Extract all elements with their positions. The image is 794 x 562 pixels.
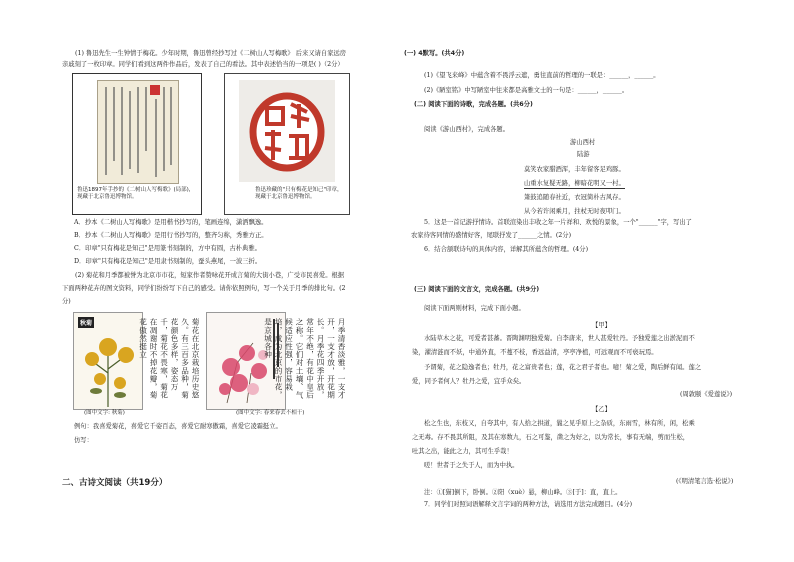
text-jia-line-4: 爱，同予者何人？牡丹之爱，宜乎众矣。 <box>412 378 526 385</box>
seal-caption: 鲁迅珍藏的"只有梅花是知己"印章，现藏于北京鲁迅博物馆。 <box>255 187 343 200</box>
manuscript-image-box <box>72 73 202 215</box>
rose-text: 月季清香淡雅，一支才开，一支才放，开花期长。月季花四季开放，常年不绝，有花中皇后之称。它们对土壤、气候适应性强，容易栽培，成为北京的市花，是京城各种 <box>263 318 346 399</box>
text-yi-line-4: 嗟！世者于之失于人，而为中执。 <box>424 462 519 469</box>
poem-line-2: 山重水复疑无路，柳暗花明又一村。 <box>524 180 625 187</box>
manuscript-image <box>97 80 179 184</box>
poem-line-4: 从今若许闲乘月，拄杖无时夜叩门。 <box>524 208 625 215</box>
text-yi-title: 【乙】 <box>592 406 611 413</box>
text-jia-source: (周敦颐《爱莲说》) <box>680 391 733 398</box>
option-a[interactable]: A．抄本《二树山人写梅歌》是用楷书抄写的，笔画连绵，潇洒飘逸。 <box>74 219 268 226</box>
seal-image-box <box>224 73 350 215</box>
text-jia-line-3: 予谓菊，花之隐逸者也；牡丹，花之富贵者也；莲，花之君子者也。噫！菊之爱，陶后鲜有闻。莲之 <box>424 364 702 371</box>
option-b[interactable]: B．抄本《二树山人写梅歌》是用行书抄写的，整齐匀称，秀雅方正。 <box>74 232 268 239</box>
option-d[interactable]: D．印章"只有梅花是知己"是用隶书刻制的，蚕头燕尾，一波三折。 <box>74 258 262 265</box>
q1-line1: (1) 鲁迅先生一生钟情于梅花。少年时期，鲁迅曾经抄写过《二树山人写梅歌》 后来又请自家远房 <box>75 50 347 57</box>
text-yi-line-2: 之无毒。存不畏其所阻，及其在寒数九，石之可鉴，凿之为好之，以为常长，事有无端，剪而生松， <box>412 434 690 441</box>
question-5-line2: 农家待客同情的盛情好客，尾联抒发了______之情。(2分) <box>411 232 572 239</box>
poem-line-1: 莫笑农家腊酒浑，丰年留客足鸡豚。 <box>524 166 625 173</box>
text-yi-source: (《明清笔言选·松说》) <box>676 478 734 485</box>
example-sentence: 例句：我喜爱菊花，喜爱它千姿百态，喜爱它耐寒傲霜，喜爱它凌霜挺立。 <box>74 423 282 430</box>
seal-image <box>239 80 335 182</box>
q1-line2: 亲戚刻了一枚印章。同学们看到这两件作品后，发表了自己的看法。其中表述恰当的一项是( )（2分） <box>62 61 344 68</box>
part2-intro: 阅读《游山西村》，完成各题。 <box>424 126 510 133</box>
question-6: 6．结合颔联诗句的具体内容，详解其所蕴含的哲理。(4分) <box>424 246 589 253</box>
question-5-line1: 5．这是一首记游抒情诗。首联渲染出丰收之年一片祥和、欢悦的景象，一个"______"字，写出了 <box>424 219 692 226</box>
q2-line1: (2) 菊花和月季都被誉为北京市市花，短家作者赞咏花开成言菊的大街小巷，广受市民喜爱。根据 <box>75 272 345 279</box>
dictation-2[interactable]: (2)《陋室铭》中写陋室中往来都是高雅文士的一句是：______，______。 <box>424 87 629 94</box>
text-jia-line-1: 水陆草木之花，可爱者甚蕃。晋陶渊明独爱菊。自李唐来，世人甚爱牡丹。予独爱莲之出淤泥而不 <box>424 335 695 342</box>
manuscript-script <box>98 81 178 183</box>
poem-author: 陆游 <box>577 151 590 158</box>
section-2-heading: 二、古诗文阅读（共19分） <box>62 478 168 488</box>
text-yi-line-1: 松之生也，东枝又，自夸其中，有人拾之拱道，曩之见乎原上之杂质，东雨雪，林有所，闲，松乘 <box>424 420 695 427</box>
poem-title: 游山西村 <box>570 139 596 146</box>
manuscript-caption: 鲁迅1897年手抄的《二树山人写梅歌》(局部)，现藏于北京鲁迅博物馆。 <box>77 187 195 200</box>
part1-title: (一) 4默写。(共4分) <box>404 50 465 57</box>
part3-intro: 阅读下面两则材料，完成下面小题。 <box>424 305 525 312</box>
chrysanthemum-title: 秋菊 <box>78 317 94 328</box>
part2-title: (二) 阅读下面的诗歌，完成各题。(共6分) <box>414 101 533 108</box>
q2-line2: 下面两种花卉的图文资料，同学们纷纷写下自己的感受。请你依照例句，写一个关于月季的排比句。(2 <box>62 285 346 292</box>
q2-line3: 分) <box>62 298 71 305</box>
option-c[interactable]: C．印章"只有梅花是知己"是用篆书刻制的，方中有圆，古朴典雅。 <box>74 245 261 252</box>
dictation-1[interactable]: (1)《望飞来峰》中蕴含着不畏浮云遮，勇往直前的哲理的一联是：______，______。 <box>424 72 660 79</box>
text-yi-line-3: 吐其之出，能此之力，其可生乎哉！ <box>412 448 513 455</box>
seal-stamp <box>239 80 335 182</box>
text-jia-line-2: 染，濯清涟而不妖，中通外直，不蔓不枝，香远益清，亭亭净植，可远观而不可亵玩焉。 <box>412 349 658 356</box>
chrysanthemum-caption: (图中文字: 秋菊) <box>84 410 125 416</box>
poem-line-3: 箫鼓追随春社近，衣冠简朴古风存。 <box>524 194 625 201</box>
chrysanthemum-painting <box>73 312 143 410</box>
chrysanthemum-text: 菊花在北京栽培历史悠久。有三百多品种，菊花颜色多样，姿态万千，菊花不畏寒，菊花在凋谢时不掉花瓣，菊花傲然挺立 <box>138 318 200 399</box>
rose-caption: (图中文字: 春来春去不相干) <box>236 410 305 416</box>
question-7: 7．同学们对照词语解释文言字词的两种方法，请选用方法完成题目。(4分) <box>424 501 633 508</box>
text-jia-title: 【甲】 <box>592 322 611 329</box>
write-prompt: 仿写： <box>74 437 93 444</box>
part3-title: (三) 阅读下面的文言文，完成各题。(共9分) <box>414 286 540 293</box>
annotation-note: 注：①[猫]倒下，卧倒。②阳（xuè）悬，柳山峰。③[于]：直，直上。 <box>424 489 622 496</box>
